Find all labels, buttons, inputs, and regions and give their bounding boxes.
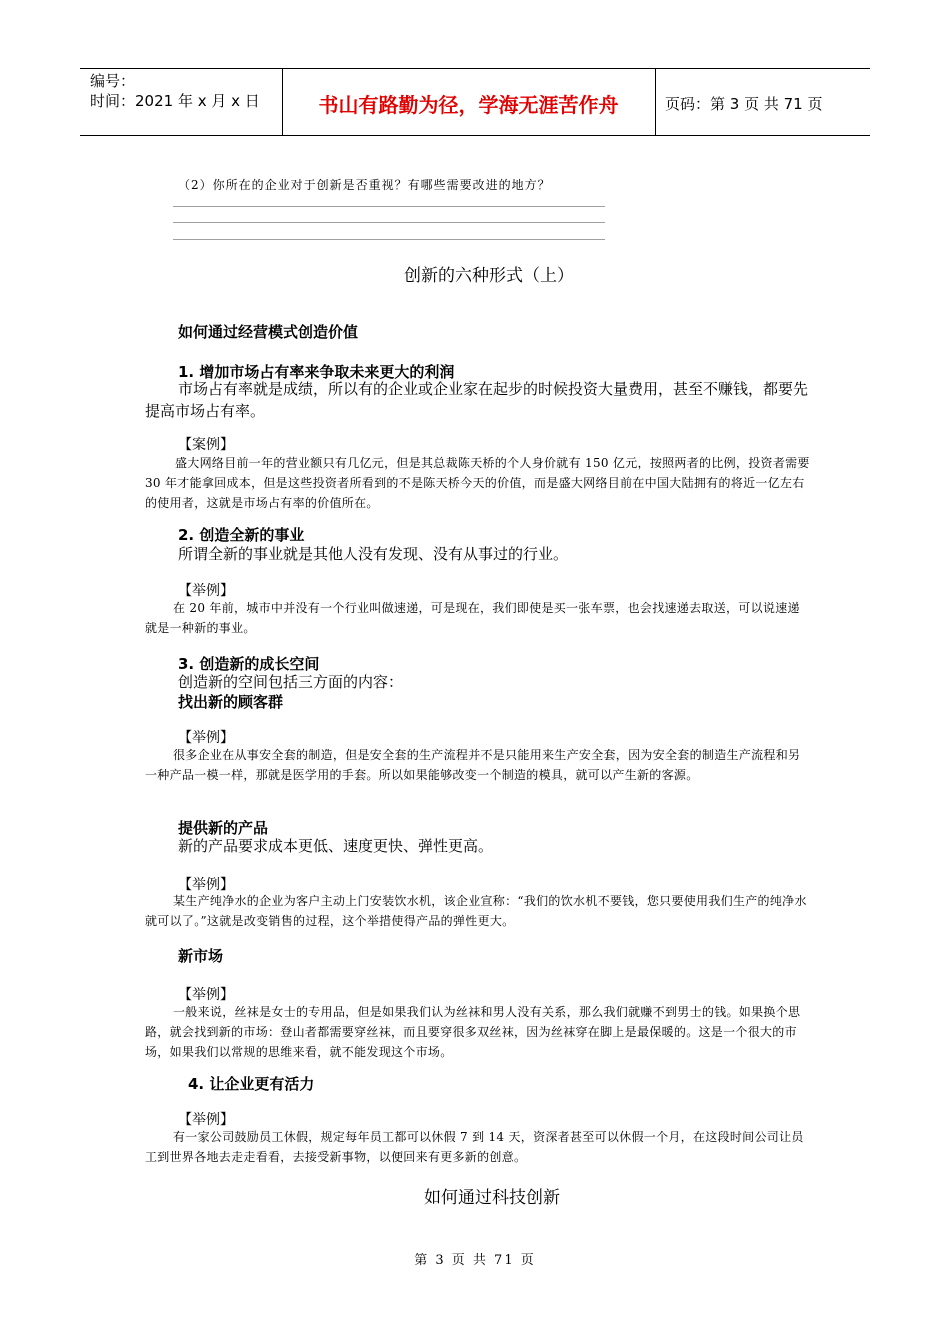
item3-sub3-case-text: 一般来说，丝袜是女士的专用品，但是如果我们认为丝袜和男人没有关系，那么我们就赚不到男士的钱。如果换个思路，就会找到新的市场：登山者都需要穿丝袜，而且要穿很多双丝袜，因为丝袜穿在脚上是最保暖的。这是一个很大的市场，如果我们以常规的思维来看，就不能发现这个市场。: [145, 1005, 801, 1059]
item1-case-tag: 【案例】: [178, 437, 234, 453]
answer-line-3: [173, 239, 605, 240]
header-top-rule: [80, 68, 870, 69]
item3-intro: 创造新的空间包括三方面的内容：: [178, 673, 404, 691]
section-title: 创新的六种形式（上）: [404, 266, 574, 286]
question-text: （2）你所在的企业对于创新是否重视？有哪些需要改进的地方？: [178, 178, 551, 192]
answer-line-1: [173, 206, 605, 207]
header-divider-right: [655, 68, 656, 135]
item3-sub2-body: 新的产品要求成本更低、速度更快、弹性更高。: [178, 837, 494, 855]
item2-case-text: 在 20 年前，城市中并没有一个行业叫做速递，可是现在，我们即使是买一张车票，也会找速递去取送，可以说速递就是一种新的事业。: [145, 601, 800, 635]
answer-line-2: [173, 222, 605, 223]
item1-body: 市场占有率就是成绩，所以有的企业或企业家在起步的时候投资大量费用，甚至不赚钱，都要先提高市场占有率。: [145, 380, 809, 420]
item4-heading: 4. 让企业更有活力: [188, 1075, 315, 1093]
header-motto: 书山有路勤为径，学海无涯苦作舟: [318, 93, 619, 117]
header-date-label: 时间：2021 年 x 月 x 日: [90, 92, 260, 110]
next-section-title: 如何通过科技创新: [424, 1188, 560, 1208]
header-id-label: 编号：: [90, 72, 136, 90]
item1-heading: 1. 增加市场占有率来争取未来更大的利润: [178, 363, 455, 381]
item3-sub1-case-text: 很多企业在从事安全套的制造，但是安全套的生产流程并不是只能用来生产安全套，因为安全套的制造生产流程和另一种产品一模一样，那就是医学用的手套。所以如果能够改变一个制造的模具，就可以产生新的客源。: [145, 748, 801, 782]
item3-sub2-case-tag: 【举例】: [178, 877, 234, 893]
page-footer: 第 3 页 共 71 页: [414, 1253, 536, 1268]
subsection-title: 如何通过经营模式创造价值: [178, 323, 359, 341]
item3-heading: 3. 创造新的成长空间: [178, 655, 320, 673]
item3-sub2-case-text: 某生产纯净水的企业为客户主动上门安装饮水机，该企业宣称：“我们的饮水机不要钱，您只要使用我们生产的纯净水就可以了。”这就是改变销售的过程，这个举措使得产品的弹性更大。: [145, 894, 807, 928]
item3-sub1-heading: 找出新的顾客群: [178, 693, 284, 711]
item1-case-text: 盛大网络目前一年的营业额只有几亿元，但是其总裁陈天桥的个人身价就有 150 亿元，按照两者的比例，投资者需要 30 年才能拿回成本，但是这些投资者所看到的不是陈天桥今天的价值，而是盛大网络目前在中国大陆拥有的将近一亿左右的使用者，这就是市场占有率的价值所在。: [145, 456, 810, 510]
item2-case-tag: 【举例】: [178, 583, 234, 599]
item3-sub3-case-tag: 【举例】: [178, 987, 234, 1003]
header-page-label: 页码：第 3 页 共 71 页: [665, 95, 823, 113]
item4-case-tag: 【举例】: [178, 1112, 234, 1128]
item4-case-text: 有一家公司鼓励员工休假，规定每年员工都可以休假 7 到 14 天，资深者甚至可以休假一个月，在这段时间公司让员工到世界各地去走走看看，去接受新事物，以便回来有更多新的创意。: [145, 1130, 804, 1164]
item3-sub3-heading: 新市场: [178, 947, 224, 965]
item3-sub2-heading: 提供新的产品: [178, 819, 269, 837]
item3-sub1-case-tag: 【举例】: [178, 730, 234, 746]
item2-body: 所谓全新的事业就是其他人没有发现、没有从事过的行业。: [178, 545, 569, 563]
header-bottom-rule: [80, 135, 870, 136]
item2-heading: 2. 创造全新的事业: [178, 526, 305, 544]
